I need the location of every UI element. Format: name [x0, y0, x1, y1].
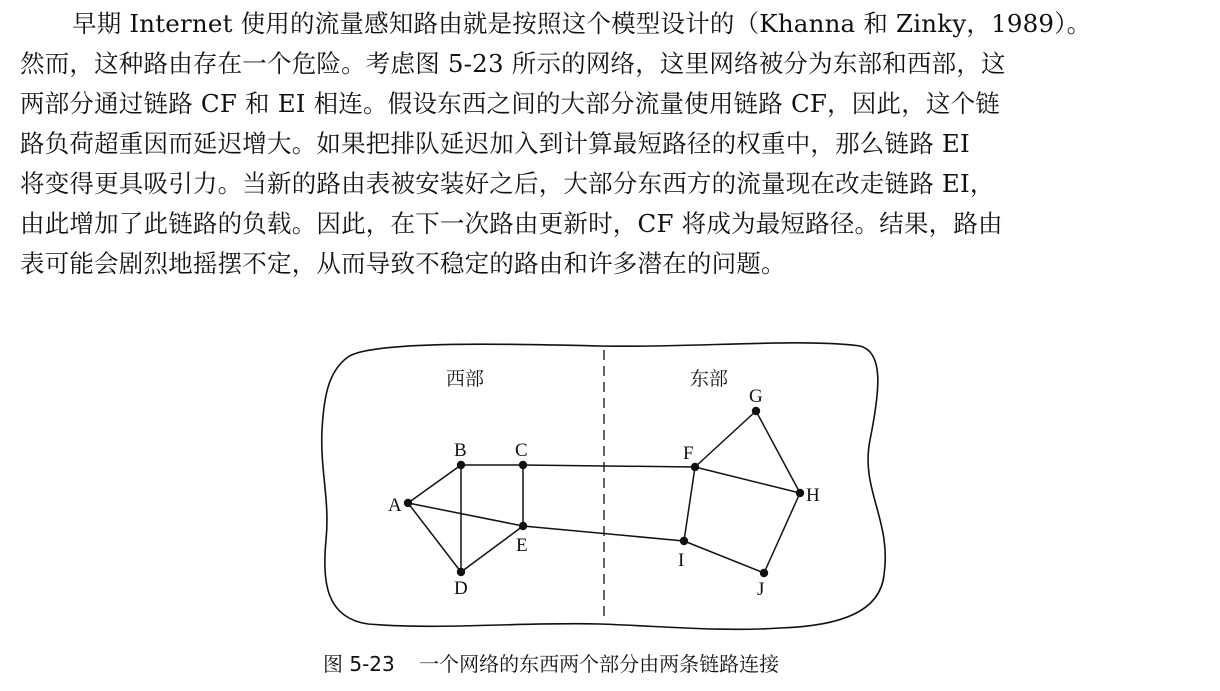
node-label-G: G — [749, 386, 763, 407]
paragraph-line: 两部分通过链路 CF 和 EI 相连。假设东西之间的大部分流量使用链路 CF，因此，这个链 — [20, 89, 1000, 118]
figure-caption-text: 一个网络的东西两个部分由两条链路连接 — [419, 652, 780, 676]
node-J — [760, 569, 768, 577]
figure-caption — [323, 648, 779, 677]
link-DE — [461, 526, 523, 572]
paragraph-line: 然而，这种路由存在一个危险。考虑图 5-23 所示的网络，这里网络被分为东部和西部，这 — [20, 49, 1006, 78]
link-AE — [408, 503, 523, 526]
link-FI — [684, 467, 695, 541]
region-label-west: 西部 — [446, 368, 485, 390]
node-label-F: F — [683, 443, 694, 464]
node-label-B: B — [454, 440, 467, 461]
region-label-east: 东部 — [690, 368, 729, 390]
paragraph-line: 路负荷超重因而延迟增大。如果把排队延迟加入到计算最短路径的权重中，那么链路 EI — [20, 129, 970, 158]
paragraph-line: 将变得更具吸引力。当新的路由表被安装好之后，大部分东西方的流量现在改走链路 EI， — [20, 169, 995, 198]
node-G — [752, 407, 760, 415]
node-label-H: H — [806, 485, 820, 506]
node-I — [680, 537, 688, 545]
link-GH — [756, 411, 800, 493]
node-label-I: I — [678, 550, 685, 571]
node-label-D: D — [454, 578, 468, 599]
link-IJ — [684, 541, 764, 573]
node-label-J: J — [757, 579, 765, 600]
link-CF — [523, 465, 695, 467]
node-A — [404, 499, 412, 507]
link-FG — [695, 411, 756, 467]
link-AD — [408, 503, 461, 572]
node-F — [691, 463, 699, 471]
node-C — [519, 461, 527, 469]
paragraph-line: 由此增加了此链路的负载。因此，在下一次路由更新时，CF 将成为最短路径。结果，路由 — [20, 209, 1003, 238]
node-label-A: A — [388, 495, 402, 516]
node-label-C: C — [515, 440, 528, 461]
link-FH — [695, 467, 800, 493]
figure-number: 图 5-23 — [323, 652, 395, 676]
paragraph-line: 表可能会剧烈地摇摆不定，从而导致不稳定的路由和许多潜在的问题。 — [20, 249, 786, 278]
node-B — [457, 461, 465, 469]
link-AB — [408, 465, 461, 503]
node-E — [519, 522, 527, 530]
node-label-E: E — [516, 535, 528, 556]
node-D — [457, 568, 465, 576]
paragraph-line: 早期 Internet 使用的流量感知路由就是按照这个模型设计的（Khanna 和 Zinky，1989）。 — [72, 9, 1092, 38]
link-HJ — [764, 493, 800, 573]
node-H — [796, 489, 804, 497]
